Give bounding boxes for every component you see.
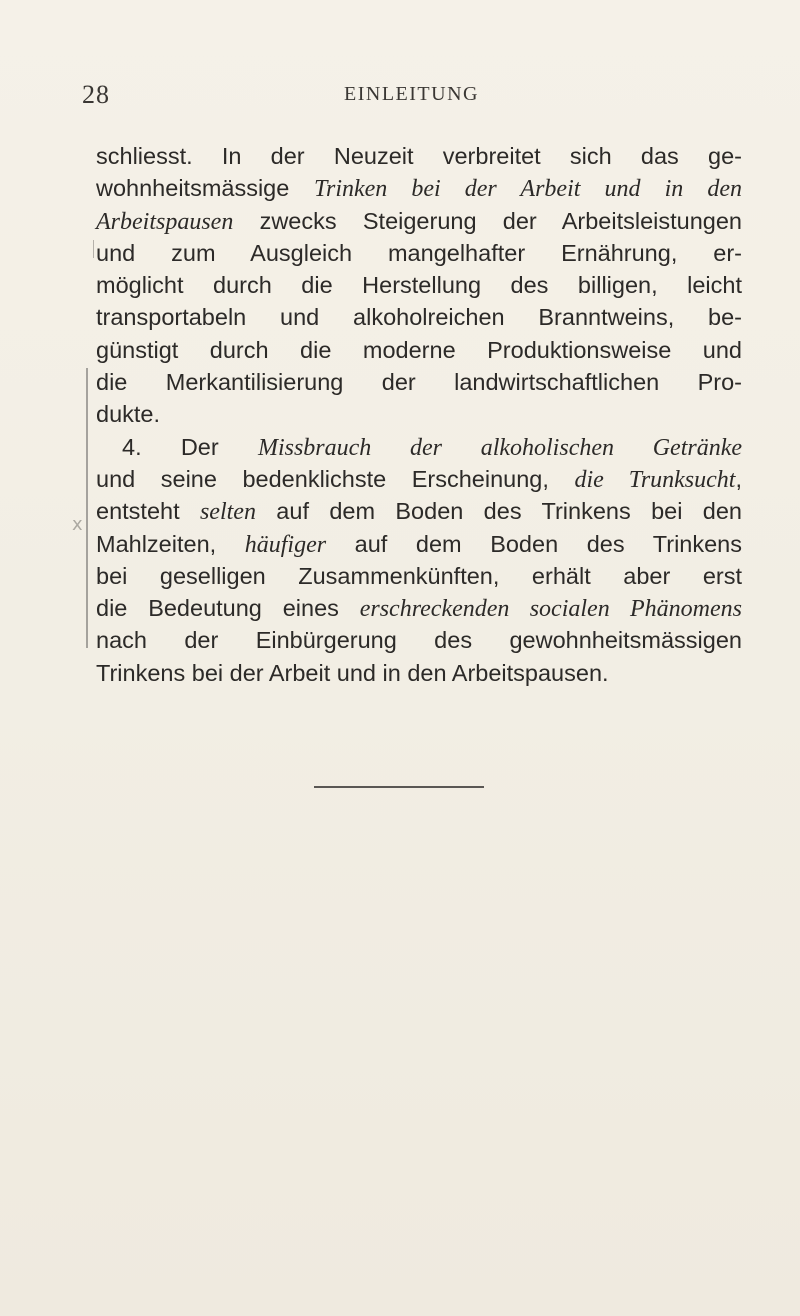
text-line <box>96 624 742 656</box>
text-line <box>96 398 742 430</box>
text-segment: dukte. <box>96 401 161 428</box>
text-line <box>96 301 742 333</box>
text-segment: schliesst. In der Neuzeit verbreitet sich das ge- <box>96 143 742 169</box>
text-segment: zwecks Steigerung der Arbeitsleistungen <box>233 207 742 234</box>
margin-tick-mark <box>93 240 94 258</box>
text-segment: auf dem Boden des Trinkens <box>326 530 742 557</box>
italic-text: erschreckenden socialen Phänomens <box>359 596 742 623</box>
text-line <box>96 269 742 301</box>
text-line <box>96 172 742 204</box>
text-line <box>96 592 742 624</box>
text-segment: Trinkens bei der Arbeit und in den Arbeitspausen. <box>96 659 609 686</box>
text-segment: möglicht durch die Herstellung des billigen, leicht <box>96 272 742 299</box>
text-segment: , <box>735 465 742 492</box>
italic-text: Missbrauch der alkoholischen Getränke <box>257 434 743 461</box>
text-segment: bei geselligen Zusammenkünften, erhält aber erst <box>96 562 742 589</box>
text-segment: entsteht <box>96 498 200 525</box>
text-segment: nach der Einbürgerung des gewohnheitsmässigen <box>96 627 742 654</box>
page-header <box>0 80 800 114</box>
page-number: 28 <box>82 80 110 109</box>
text-line <box>96 657 742 689</box>
italic-text: selten <box>199 499 256 526</box>
text-line <box>96 237 742 269</box>
text-segment: auf dem Boden des Trinkens bei den <box>255 498 742 525</box>
text-segment: günstigt durch die moderne Produktionsweise und <box>96 336 742 363</box>
text-line <box>96 205 742 237</box>
text-line <box>96 495 742 527</box>
text-segment: und seine bedenklichste Erscheinung, <box>96 465 575 492</box>
margin-pencil-mark: x <box>72 514 83 535</box>
text-line <box>96 140 742 172</box>
text-segment: die Bedeutung eines <box>96 595 360 622</box>
running-head: EINLEITUNG <box>344 83 479 105</box>
text-line <box>96 366 742 398</box>
italic-text: Arbeitspausen <box>96 208 234 235</box>
text-line <box>96 528 742 560</box>
text-line <box>96 334 742 366</box>
text-segment: die Merkantilisierung der landwirtschaftlichen Pro- <box>96 369 742 396</box>
text-segment: und zum Ausgleich mangelhafter Ernährung, er- <box>96 239 742 266</box>
text-segment: 4. Der <box>122 433 258 460</box>
section-end-rule <box>314 786 484 788</box>
italic-text: die Trunksucht <box>574 466 736 493</box>
text-segment: transportabeln und alkoholreichen Branntweins, be- <box>96 304 742 331</box>
italic-text: Trinken bei der Arbeit und in den <box>313 176 742 203</box>
text-segment: wohnheitsmässige <box>96 175 314 202</box>
text-line <box>96 431 742 463</box>
body-text <box>96 140 742 689</box>
text-segment: Mahlzeiten, <box>96 530 245 557</box>
text-line <box>96 463 742 495</box>
margin-marking-line <box>86 368 88 648</box>
text-line <box>96 560 742 592</box>
italic-text: häufiger <box>244 531 327 558</box>
